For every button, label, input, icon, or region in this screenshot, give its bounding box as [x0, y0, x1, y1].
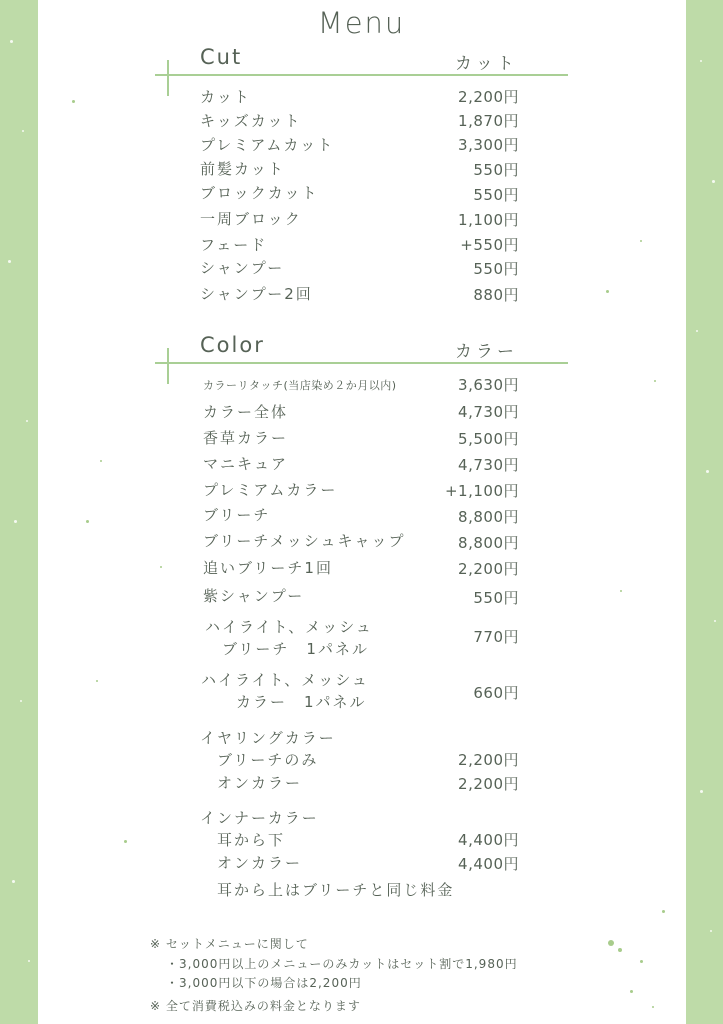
menu-item-name: 耳から下 [217, 831, 286, 849]
menu-item-name: シャンプー [200, 259, 285, 277]
highlight-color-price: 660円 [473, 684, 519, 702]
menu-item-price: 8,800円 [458, 508, 519, 526]
set-menu-line1: ・3,000円以上のメニューのみカットはセット割で1,980円 [166, 957, 518, 971]
color-divider-vertical [167, 348, 169, 384]
menu-item-price: 4,400円 [458, 855, 519, 873]
menu-item-price: 3,630円 [458, 376, 519, 394]
menu-item-name: カット [200, 88, 251, 106]
color-heading-en: Color [200, 333, 265, 357]
menu-item-price: 4,730円 [458, 403, 519, 421]
menu-item-price: 1,870円 [458, 112, 519, 130]
menu-item-name: 香草カラー [203, 429, 289, 447]
highlight-color-line2: カラー 1パネル [236, 693, 367, 711]
menu-item-name: プレミアムカラー [203, 481, 338, 499]
menu-item-name: 一周ブロック [200, 210, 302, 228]
cut-heading-jp: カット [455, 54, 518, 74]
menu-item-name: ブロックカット [200, 184, 319, 202]
menu-item-price: 5,500円 [458, 430, 519, 448]
menu-item-name: 前髪カット [200, 160, 285, 178]
menu-item-name: ブリーチのみ [217, 751, 319, 769]
inner-color-heading: インナーカラー [200, 809, 319, 827]
inner-color-note: 耳から上はブリーチと同じ料金 [217, 881, 455, 899]
menu-item-price: 550円 [473, 186, 519, 204]
menu-item-price: 2,200円 [458, 751, 519, 769]
menu-item-name: シャンプー2回 [200, 285, 313, 303]
menu-item-name: 紫シャンプー [203, 587, 305, 605]
menu-item-price: 2,200円 [458, 560, 519, 578]
menu-item-name: ブリーチ [203, 506, 271, 524]
menu-item-name: カラーリタッチ(当店染め２か月以内) [203, 379, 397, 392]
menu-item-price: 4,400円 [458, 831, 519, 849]
menu-item-name: オンカラー [217, 774, 303, 792]
menu-item-price: 4,730円 [458, 456, 519, 474]
tax-note: ※ 全て消費税込みの料金となります [150, 999, 361, 1013]
menu-item-price: 550円 [473, 589, 519, 607]
cut-heading-en: Cut [200, 45, 243, 69]
color-heading-jp: カラー [455, 342, 518, 362]
earring-color-heading: イヤリングカラー [200, 729, 336, 747]
left-side-bar [0, 0, 38, 1024]
menu-item-name: オンカラー [217, 854, 303, 872]
right-side-bar [686, 0, 723, 1024]
menu-item-price: 1,100円 [458, 211, 519, 229]
menu-item-price: 880円 [473, 286, 519, 304]
color-divider [155, 362, 568, 364]
menu-item-price: 2,200円 [458, 88, 519, 106]
menu-item-name: キッズカット [200, 112, 302, 130]
set-menu-heading: ※ セットメニューに関して [150, 937, 309, 951]
menu-item-name: カラー全体 [203, 403, 289, 421]
highlight-bleach-line2: ブリーチ 1パネル [222, 640, 369, 658]
page-title: Menu [317, 6, 406, 40]
highlight-bleach-price: 770円 [473, 628, 519, 646]
highlight-color-line1: ハイライト、メッシュ [201, 671, 369, 689]
menu-item-price: 550円 [473, 161, 519, 179]
menu-item-name: フェード [200, 236, 268, 254]
menu-item-name: ブリーチメッシュキャップ [203, 532, 406, 550]
menu-item-name: プレミアムカット [200, 136, 335, 154]
menu-item-name: 追いブリーチ1回 [203, 559, 333, 577]
highlight-bleach-line1: ハイライト、メッシュ [205, 618, 373, 636]
menu-item-price: +1,100円 [444, 482, 519, 500]
set-menu-line2: ・3,000円以下の場合は2,200円 [166, 976, 362, 990]
menu-item-price: 550円 [473, 260, 519, 278]
cut-divider [155, 74, 568, 76]
cut-divider-vertical [167, 60, 169, 96]
menu-item-price: +550円 [460, 236, 519, 254]
menu-item-name: マニキュア [203, 455, 289, 473]
menu-item-price: 8,800円 [458, 534, 519, 552]
menu-item-price: 2,200円 [458, 775, 519, 793]
menu-item-price: 3,300円 [458, 136, 519, 154]
